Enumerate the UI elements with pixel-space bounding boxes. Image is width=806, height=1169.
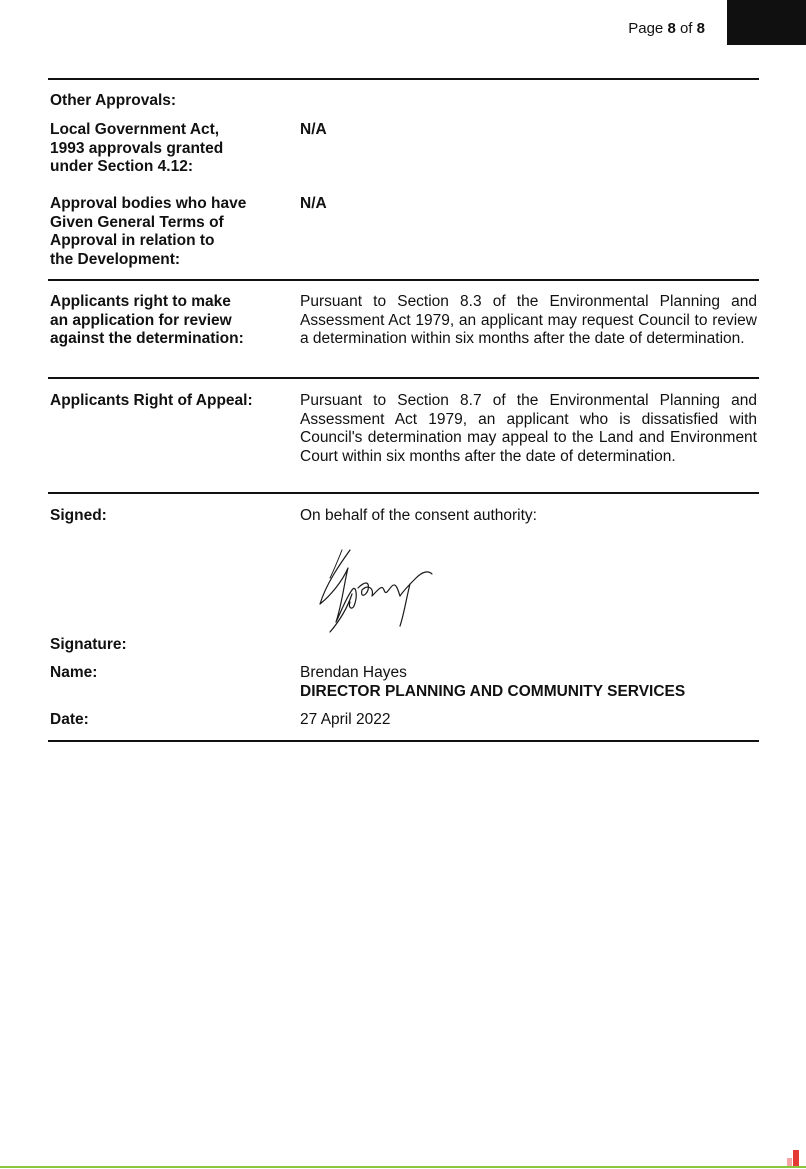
signature-label: Signature: xyxy=(50,636,127,653)
approval-bodies-value: N/A xyxy=(300,195,327,212)
review-label: Applicants right to make an application for review against the determination: xyxy=(50,293,244,347)
divider-bottom xyxy=(48,740,759,742)
handwritten-signature xyxy=(312,544,438,636)
signatory-name: Brendan Hayes xyxy=(300,664,407,681)
date-label: Date: xyxy=(50,711,89,728)
signed-label: Signed: xyxy=(50,507,107,524)
page-number: Page 8 of 8 xyxy=(628,20,705,37)
footer-line xyxy=(0,1166,806,1168)
footer-mark-light xyxy=(787,1158,792,1166)
appeal-label: Applicants Right of Appeal: xyxy=(50,392,253,409)
divider-review xyxy=(48,279,759,281)
footer-mark xyxy=(793,1150,799,1166)
page-current: 8 xyxy=(667,20,676,37)
lga-approvals-label: Local Government Act, 1993 approvals granted under Section 4.12: xyxy=(50,121,224,175)
header-corner-block xyxy=(727,0,806,45)
other-approvals-heading: Other Approvals: xyxy=(50,92,177,109)
page-total: 8 xyxy=(696,20,705,37)
date-value: 27 April 2022 xyxy=(300,711,391,728)
name-label: Name: xyxy=(50,664,98,681)
appeal-text: Pursuant to Section 8.7 of the Environmental Planning and Assessment Act 1979, an applicant who is dissatisfied with Council's determination may appeal to the Land and Environment Court within six months after the date of determination. xyxy=(300,392,757,465)
divider-signing xyxy=(48,492,759,494)
divider-top xyxy=(48,78,759,80)
divider-appeal xyxy=(48,377,759,379)
signatory-title: DIRECTOR PLANNING AND COMMUNITY SERVICES xyxy=(300,682,686,700)
name-block xyxy=(300,664,757,701)
approval-bodies-label: Approval bodies who have Given General Terms of Approval in relation to the Development: xyxy=(50,195,247,268)
review-text: Pursuant to Section 8.3 of the Environmental Planning and Assessment Act 1979, an applicant may request Council to review a determination within six months after the date of determination. xyxy=(300,293,757,347)
signed-value: On behalf of the consent authority: xyxy=(300,507,537,524)
lga-approvals-value: N/A xyxy=(300,121,327,138)
